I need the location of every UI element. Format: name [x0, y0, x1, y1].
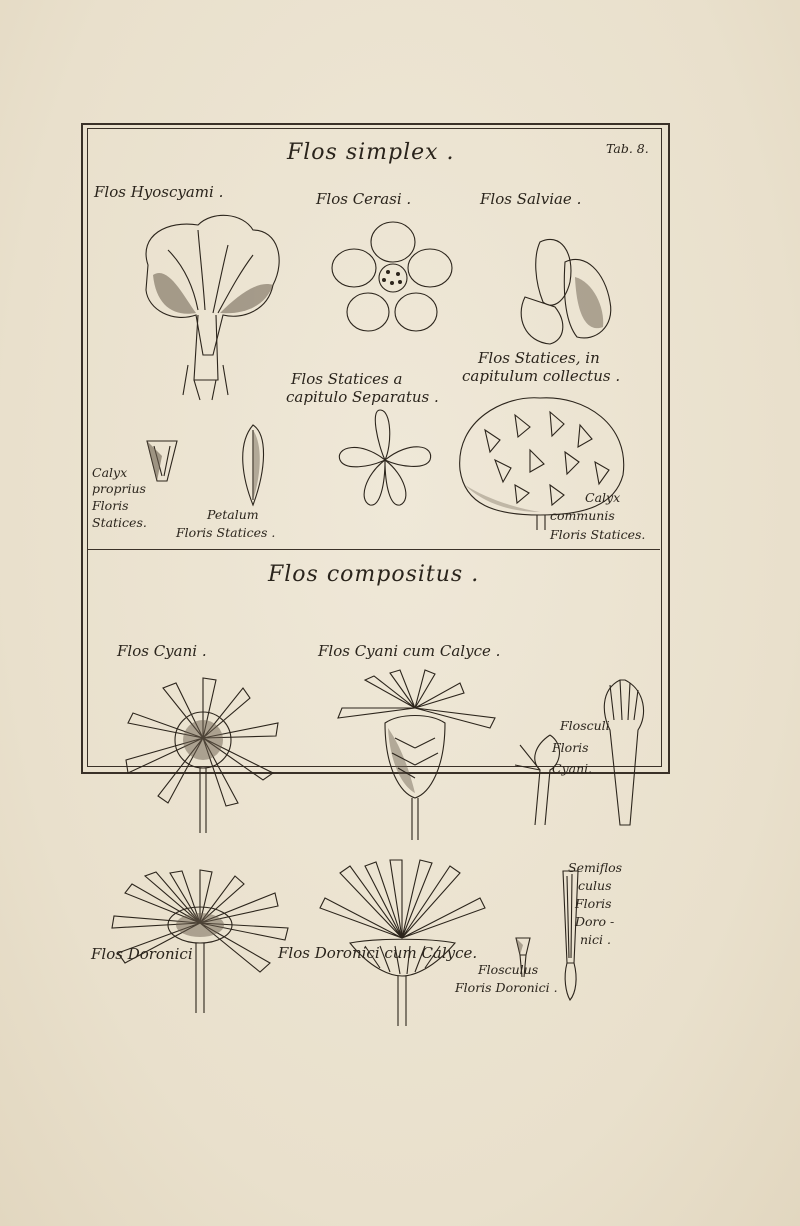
label-calyx-communis-3: Floris Statices. — [550, 527, 646, 542]
statice-petal-icon — [228, 420, 273, 510]
label-doronici: Flos Doronici — [91, 945, 193, 963]
label-semiflos-1: Semiflos — [568, 860, 623, 875]
label-flosculi-1: Flosculi — [560, 718, 610, 733]
cherry-flower-icon — [328, 220, 458, 340]
label-statices-separatus-2: capitulo Separatus . — [286, 388, 439, 406]
doronicum-with-calyx-icon — [310, 858, 495, 1028]
label-petalum-2: Floris Statices . — [176, 525, 276, 540]
statice-single-flower-icon — [330, 405, 440, 515]
section-title-composite: Flos compositus . — [268, 562, 480, 587]
label-petalum-1: Petalum — [207, 507, 259, 522]
section-title-simple: Flos simplex . — [287, 140, 455, 165]
label-semiflos-3: Floris — [575, 896, 612, 911]
label-calyx-proprius-4: Statices. — [92, 515, 147, 530]
label-flosculi-3: Cyani. — [552, 761, 593, 776]
label-statices-collectus-2: capitulum collectus . — [462, 367, 621, 385]
label-cyani-calyce: Flos Cyani cum Calyce . — [318, 642, 501, 660]
label-calyx-communis-2: communis — [550, 508, 615, 523]
label-hyoscyami: Flos Hyoscyami . — [94, 183, 224, 201]
label-semiflos-2: culus — [578, 878, 612, 893]
label-semiflos-4: Doro - — [575, 914, 615, 929]
label-statices-collectus-1: Flos Statices, in — [478, 349, 600, 367]
hyoscyamus-flower-icon — [128, 205, 288, 405]
label-flosculi-2: Floris — [552, 740, 589, 755]
label-salviae: Flos Salviae . — [480, 190, 582, 208]
plate-number: Tab. 8. — [606, 141, 649, 156]
label-semiflos-5: nici . — [580, 932, 611, 947]
doronicum-flower-icon — [110, 868, 290, 1018]
doronicum-ray-floret-icon — [558, 868, 583, 1003]
label-calyx-proprius-1: Calyx — [92, 465, 128, 480]
label-calyx-communis-1: Calyx — [585, 490, 621, 505]
salvia-flower-icon — [505, 222, 625, 352]
label-cyani: Flos Cyani . — [117, 642, 207, 660]
cornflower-floret-icon — [510, 675, 660, 835]
label-doronici-calyce: Flos Doronici cum Calyce. — [278, 944, 478, 962]
cornflower-with-calyx-icon — [330, 668, 500, 843]
cornflower-icon — [118, 668, 288, 838]
label-flosculus-2: Floris Doronici . — [455, 980, 558, 995]
section-divider — [87, 549, 660, 550]
label-flosculus-1: Flosculus — [478, 962, 539, 977]
doronicum-floret-icon — [508, 935, 538, 980]
label-statices-separatus-1: Flos Statices a — [291, 370, 403, 388]
statice-capitulum-icon — [445, 390, 635, 530]
statice-calyx-icon — [142, 436, 182, 496]
label-cerasi: Flos Cerasi . — [316, 190, 412, 208]
label-calyx-proprius-2: proprius — [92, 481, 146, 496]
label-calyx-proprius-3: Floris — [92, 498, 129, 513]
